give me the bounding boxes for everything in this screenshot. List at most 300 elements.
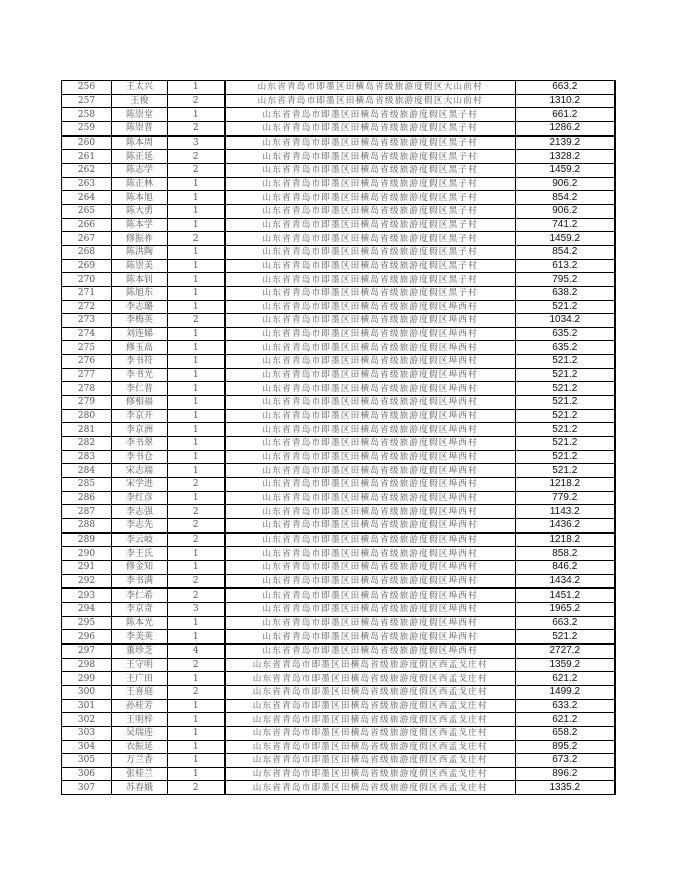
- household-count-cell: 2: [168, 163, 225, 177]
- address-cell: 山东省青岛市即墨区田横岛省级旅游度假区西孟戈庄村: [225, 658, 516, 672]
- address-cell: 山东省青岛市即墨区田横岛省级旅游度假区埠西村: [225, 588, 516, 602]
- amount-cell: 854.2: [516, 245, 615, 259]
- amount-cell: 521.2: [516, 382, 615, 396]
- name-cell: 陈洪陶: [112, 245, 168, 259]
- row-number-cell: 283: [62, 450, 112, 464]
- row-number-cell: 294: [62, 602, 112, 616]
- amount-cell: 633.2: [516, 699, 615, 713]
- name-cell: 陈志学: [112, 163, 168, 177]
- address-cell: 山东省青岛市即墨区田横岛省级旅游度假区黑子村: [225, 150, 516, 164]
- table-row: [62, 121, 615, 135]
- address-cell: 山东省青岛市即墨区田横岛省级旅游度假区埠西村: [225, 314, 516, 328]
- table-row: [62, 286, 615, 300]
- table-row: [62, 672, 615, 686]
- amount-cell: 635.2: [516, 341, 615, 355]
- household-count-cell: 2: [168, 478, 225, 492]
- amount-cell: 1459.2: [516, 232, 615, 246]
- address-cell: 山东省青岛市即墨区田横岛省级旅游度假区西孟戈庄村: [225, 754, 516, 768]
- amount-cell: 521.2: [516, 355, 615, 369]
- table-row: [62, 314, 615, 328]
- household-count-cell: 1: [168, 491, 225, 505]
- household-count-cell: 1: [168, 396, 225, 410]
- address-cell: 山东省青岛市即墨区田横岛省级旅游度假区埠西村: [225, 547, 516, 561]
- amount-cell: 1965.2: [516, 602, 615, 616]
- household-count-cell: 1: [168, 218, 225, 232]
- row-number-cell: 301: [62, 699, 112, 713]
- name-cell: 王太兴: [112, 81, 168, 95]
- address-cell: 山东省青岛市即墨区田横岛省级旅游度假区埠西村: [225, 382, 516, 396]
- table-row: [62, 602, 615, 616]
- name-cell: 王俊: [112, 94, 168, 108]
- name-cell: 宋学进: [112, 478, 168, 492]
- name-cell: 陈大勇: [112, 204, 168, 218]
- table-row: [62, 505, 615, 519]
- table-row: [62, 437, 615, 451]
- table-row: [62, 218, 615, 232]
- household-count-cell: 2: [168, 781, 225, 795]
- address-cell: 山东省青岛市即墨区田横岛省级旅游度假区埠西村: [225, 602, 516, 616]
- household-count-cell: 1: [168, 286, 225, 300]
- amount-cell: 673.2: [516, 754, 615, 768]
- amount-cell: 779.2: [516, 491, 615, 505]
- name-cell: 董珍芝: [112, 644, 168, 658]
- table-row: [62, 368, 615, 382]
- row-number-cell: 303: [62, 726, 112, 740]
- address-cell: 山东省青岛市即墨区田横岛省级旅游度假区埠西村: [225, 574, 516, 588]
- household-count-cell: 1: [168, 204, 225, 218]
- name-cell: 陈本光: [112, 616, 168, 630]
- household-count-cell: 2: [168, 121, 225, 135]
- row-number-cell: 256: [62, 81, 112, 95]
- name-cell: 张桂兰: [112, 767, 168, 781]
- household-count-cell: 3: [168, 136, 225, 150]
- address-cell: 山东省青岛市即墨区田横岛省级旅游度假区黑子村: [225, 136, 516, 150]
- amount-cell: 1034.2: [516, 314, 615, 328]
- row-number-cell: 289: [62, 533, 112, 547]
- household-count-cell: 2: [168, 519, 225, 533]
- row-number-cell: 259: [62, 121, 112, 135]
- amount-cell: 635.2: [516, 327, 615, 341]
- row-number-cell: 291: [62, 560, 112, 574]
- row-number-cell: 272: [62, 300, 112, 314]
- amount-cell: 661.2: [516, 108, 615, 122]
- table-row: [62, 699, 615, 713]
- table-row: [62, 327, 615, 341]
- amount-cell: 1436.2: [516, 519, 615, 533]
- amount-cell: 741.2: [516, 218, 615, 232]
- amount-cell: 621.2: [516, 672, 615, 686]
- table-row: [62, 108, 615, 122]
- address-cell: 山东省青岛市即墨区田横岛省级旅游度假区埠西村: [225, 630, 516, 644]
- household-count-cell: 1: [168, 740, 225, 754]
- address-cell: 山东省青岛市即墨区田横岛省级旅游度假区西孟戈庄村: [225, 713, 516, 727]
- table-row: [62, 658, 615, 672]
- row-number-cell: 281: [62, 423, 112, 437]
- address-cell: 山东省青岛市即墨区田横岛省级旅游度假区黑子村: [225, 232, 516, 246]
- name-cell: 孙桂芳: [112, 699, 168, 713]
- amount-cell: 1434.2: [516, 574, 615, 588]
- row-number-cell: 279: [62, 396, 112, 410]
- household-count-cell: 2: [168, 685, 225, 699]
- amount-cell: 638.2: [516, 286, 615, 300]
- table-row: [62, 767, 615, 781]
- household-count-cell: 1: [168, 726, 225, 740]
- household-count-cell: 1: [168, 450, 225, 464]
- row-number-cell: 288: [62, 519, 112, 533]
- name-cell: 李书仓: [112, 450, 168, 464]
- address-cell: 山东省青岛市即墨区田横岛省级旅游度假区埠西村: [225, 464, 516, 478]
- household-count-cell: 1: [168, 368, 225, 382]
- table-row: [62, 574, 615, 588]
- table-row: [62, 740, 615, 754]
- household-count-cell: 1: [168, 327, 225, 341]
- address-cell: 山东省青岛市即墨区田横岛省级旅游度假区黑子村: [225, 218, 516, 232]
- amount-cell: 846.2: [516, 560, 615, 574]
- row-number-cell: 260: [62, 136, 112, 150]
- amount-cell: 1286.2: [516, 121, 615, 135]
- row-number-cell: 274: [62, 327, 112, 341]
- name-cell: 陈崇普: [112, 121, 168, 135]
- table-row: [62, 685, 615, 699]
- address-cell: 山东省青岛市即墨区田横岛省级旅游度假区西孟戈庄村: [225, 726, 516, 740]
- address-cell: 山东省青岛市即墨区田横岛省级旅游度假区埠西村: [225, 355, 516, 369]
- name-cell: 李京开: [112, 409, 168, 423]
- household-count-cell: 4: [168, 644, 225, 658]
- household-count-cell: 2: [168, 574, 225, 588]
- household-count-cell: 1: [168, 767, 225, 781]
- row-number-cell: 284: [62, 464, 112, 478]
- amount-cell: 1218.2: [516, 478, 615, 492]
- table-row: [62, 781, 615, 795]
- row-number-cell: 267: [62, 232, 112, 246]
- name-cell: 李志强: [112, 505, 168, 519]
- table-row: [62, 94, 615, 108]
- amount-cell: 2727.2: [516, 644, 615, 658]
- table-row: [62, 713, 615, 727]
- household-count-cell: 2: [168, 232, 225, 246]
- household-count-cell: 1: [168, 754, 225, 768]
- amount-cell: 1359.2: [516, 658, 615, 672]
- amount-cell: 896.2: [516, 767, 615, 781]
- row-number-cell: 277: [62, 368, 112, 382]
- name-cell: 李梅英: [112, 314, 168, 328]
- table-row: [62, 355, 615, 369]
- table-row: [62, 630, 615, 644]
- table-row: [62, 191, 615, 205]
- amount-cell: 521.2: [516, 368, 615, 382]
- table-row: [62, 204, 615, 218]
- address-cell: 山东省青岛市即墨区田横岛省级旅游度假区大山前村: [225, 81, 516, 95]
- row-number-cell: 270: [62, 273, 112, 287]
- address-cell: 山东省青岛市即墨区田横岛省级旅游度假区西孟戈庄村: [225, 781, 516, 795]
- name-cell: 吴瑞连: [112, 726, 168, 740]
- address-cell: 山东省青岛市即墨区田横岛省级旅游度假区黑子村: [225, 204, 516, 218]
- table-row: [62, 560, 615, 574]
- address-cell: 山东省青岛市即墨区田横岛省级旅游度假区西孟戈庄村: [225, 685, 516, 699]
- amount-cell: 521.2: [516, 396, 615, 410]
- table-row: [62, 341, 615, 355]
- household-count-cell: 1: [168, 108, 225, 122]
- name-cell: 陈本学: [112, 218, 168, 232]
- address-cell: 山东省青岛市即墨区田横岛省级旅游度假区黑子村: [225, 108, 516, 122]
- row-number-cell: 261: [62, 150, 112, 164]
- household-count-cell: 1: [168, 409, 225, 423]
- row-number-cell: 286: [62, 491, 112, 505]
- row-number-cell: 266: [62, 218, 112, 232]
- amount-cell: 1218.2: [516, 533, 615, 547]
- table-row: [62, 81, 615, 95]
- household-count-cell: 1: [168, 464, 225, 478]
- address-cell: 山东省青岛市即墨区田横岛省级旅游度假区埠西村: [225, 616, 516, 630]
- amount-cell: 658.2: [516, 726, 615, 740]
- household-count-cell: 1: [168, 630, 225, 644]
- household-count-cell: 1: [168, 713, 225, 727]
- address-cell: 山东省青岛市即墨区田横岛省级旅游度假区西孟戈庄村: [225, 740, 516, 754]
- row-number-cell: 271: [62, 286, 112, 300]
- name-cell: 修金知: [112, 560, 168, 574]
- household-table: [61, 80, 616, 795]
- address-cell: 山东省青岛市即墨区田横岛省级旅游度假区黑子村: [225, 259, 516, 273]
- amount-cell: 521.2: [516, 450, 615, 464]
- row-number-cell: 269: [62, 259, 112, 273]
- household-count-cell: 2: [168, 150, 225, 164]
- household-count-cell: 2: [168, 505, 225, 519]
- row-number-cell: 305: [62, 754, 112, 768]
- address-cell: 山东省青岛市即墨区田横岛省级旅游度假区埠西村: [225, 560, 516, 574]
- household-count-cell: 1: [168, 355, 225, 369]
- table-row: [62, 464, 615, 478]
- name-cell: 李书符: [112, 355, 168, 369]
- table-row: [62, 616, 615, 630]
- name-cell: 修相福: [112, 396, 168, 410]
- row-number-cell: 282: [62, 437, 112, 451]
- table-row: [62, 273, 615, 287]
- address-cell: 山东省青岛市即墨区田横岛省级旅游度假区黑子村: [225, 286, 516, 300]
- table-row: [62, 478, 615, 492]
- row-number-cell: 287: [62, 505, 112, 519]
- name-cell: 陈崇美: [112, 259, 168, 273]
- row-number-cell: 297: [62, 644, 112, 658]
- name-cell: 王喜庭: [112, 685, 168, 699]
- amount-cell: 521.2: [516, 437, 615, 451]
- name-cell: 王广田: [112, 672, 168, 686]
- address-cell: 山东省青岛市即墨区田横岛省级旅游度假区埠西村: [225, 644, 516, 658]
- name-cell: 陈本旭: [112, 191, 168, 205]
- household-count-cell: 1: [168, 273, 225, 287]
- name-cell: 李红彦: [112, 491, 168, 505]
- address-cell: 山东省青岛市即墨区田横岛省级旅游度假区埠西村: [225, 505, 516, 519]
- amount-cell: 906.2: [516, 177, 615, 191]
- row-number-cell: 299: [62, 672, 112, 686]
- row-number-cell: 306: [62, 767, 112, 781]
- household-count-cell: 2: [168, 94, 225, 108]
- table-row: [62, 259, 615, 273]
- table-row: [62, 150, 615, 164]
- household-count-cell: 1: [168, 191, 225, 205]
- address-cell: 山东省青岛市即墨区田横岛省级旅游度假区埠西村: [225, 519, 516, 533]
- amount-cell: 895.2: [516, 740, 615, 754]
- address-cell: 山东省青岛市即墨区田横岛省级旅游度假区埠西村: [225, 491, 516, 505]
- address-cell: 山东省青岛市即墨区田横岛省级旅游度假区埠西村: [225, 341, 516, 355]
- name-cell: 修振祚: [112, 232, 168, 246]
- row-number-cell: 265: [62, 204, 112, 218]
- amount-cell: 854.2: [516, 191, 615, 205]
- table-row: [62, 423, 615, 437]
- household-count-cell: 1: [168, 259, 225, 273]
- amount-cell: 1451.2: [516, 588, 615, 602]
- amount-cell: 521.2: [516, 464, 615, 478]
- address-cell: 山东省青岛市即墨区田横岛省级旅游度假区黑子村: [225, 273, 516, 287]
- amount-cell: 1335.2: [516, 781, 615, 795]
- table-row: [62, 396, 615, 410]
- name-cell: 王守明: [112, 658, 168, 672]
- name-cell: 刘连娣: [112, 327, 168, 341]
- table-row: [62, 726, 615, 740]
- table-row: [62, 450, 615, 464]
- address-cell: 山东省青岛市即墨区田横岛省级旅游度假区埠西村: [225, 327, 516, 341]
- table-row: [62, 300, 615, 314]
- table-row: [62, 177, 615, 191]
- address-cell: 山东省青岛市即墨区田横岛省级旅游度假区黑子村: [225, 121, 516, 135]
- amount-cell: 906.2: [516, 204, 615, 218]
- row-number-cell: 300: [62, 685, 112, 699]
- address-cell: 山东省青岛市即墨区田横岛省级旅游度假区黑子村: [225, 177, 516, 191]
- amount-cell: 521.2: [516, 423, 615, 437]
- row-number-cell: 280: [62, 409, 112, 423]
- row-number-cell: 293: [62, 588, 112, 602]
- address-cell: 山东省青岛市即墨区田横岛省级旅游度假区埠西村: [225, 300, 516, 314]
- row-number-cell: 295: [62, 616, 112, 630]
- row-number-cell: 278: [62, 382, 112, 396]
- name-cell: 陈本周: [112, 136, 168, 150]
- row-number-cell: 307: [62, 781, 112, 795]
- row-number-cell: 290: [62, 547, 112, 561]
- row-number-cell: 257: [62, 94, 112, 108]
- name-cell: 宋志端: [112, 464, 168, 478]
- name-cell: 修玉高: [112, 341, 168, 355]
- amount-cell: 795.2: [516, 273, 615, 287]
- table-row: [62, 136, 615, 150]
- amount-cell: 521.2: [516, 409, 615, 423]
- name-cell: 李仁希: [112, 588, 168, 602]
- row-number-cell: 304: [62, 740, 112, 754]
- household-count-cell: 1: [168, 423, 225, 437]
- household-count-cell: 1: [168, 341, 225, 355]
- table-row: [62, 588, 615, 602]
- name-cell: 李京奇: [112, 602, 168, 616]
- row-number-cell: 276: [62, 355, 112, 369]
- name-cell: 万兰香: [112, 754, 168, 768]
- household-count-cell: 1: [168, 245, 225, 259]
- amount-cell: 521.2: [516, 300, 615, 314]
- name-cell: 陈旭东: [112, 286, 168, 300]
- amount-cell: 663.2: [516, 81, 615, 95]
- row-number-cell: 275: [62, 341, 112, 355]
- address-cell: 山东省青岛市即墨区田横岛省级旅游度假区埠西村: [225, 437, 516, 451]
- table-row: [62, 491, 615, 505]
- table-row: [62, 245, 615, 259]
- household-count-cell: 2: [168, 314, 225, 328]
- amount-cell: 1328.2: [516, 150, 615, 164]
- table-row: [62, 382, 615, 396]
- household-count-cell: 1: [168, 560, 225, 574]
- household-count-cell: 1: [168, 547, 225, 561]
- household-count-cell: 1: [168, 672, 225, 686]
- row-number-cell: 302: [62, 713, 112, 727]
- address-cell: 山东省青岛市即墨区田横岛省级旅游度假区埠西村: [225, 533, 516, 547]
- row-number-cell: 263: [62, 177, 112, 191]
- name-cell: 陈正延: [112, 150, 168, 164]
- address-cell: 山东省青岛市即墨区田横岛省级旅游度假区西孟戈庄村: [225, 767, 516, 781]
- row-number-cell: 296: [62, 630, 112, 644]
- table-body: [62, 81, 615, 795]
- household-count-cell: 1: [168, 382, 225, 396]
- address-cell: 山东省青岛市即墨区田横岛省级旅游度假区大山前村: [225, 94, 516, 108]
- table-row: [62, 644, 615, 658]
- amount-cell: 2139.2: [516, 136, 615, 150]
- row-number-cell: 258: [62, 108, 112, 122]
- address-cell: 山东省青岛市即墨区田横岛省级旅游度假区埠西村: [225, 450, 516, 464]
- name-cell: 王明梓: [112, 713, 168, 727]
- table-row: [62, 163, 615, 177]
- address-cell: 山东省青岛市即墨区田横岛省级旅游度假区黑子村: [225, 245, 516, 259]
- address-cell: 山东省青岛市即墨区田横岛省级旅游度假区埠西村: [225, 478, 516, 492]
- address-cell: 山东省青岛市即墨区田横岛省级旅游度假区埠西村: [225, 396, 516, 410]
- amount-cell: 663.2: [516, 616, 615, 630]
- amount-cell: 613.2: [516, 259, 615, 273]
- address-cell: 山东省青岛市即墨区田横岛省级旅游度假区黑子村: [225, 191, 516, 205]
- name-cell: 李美英: [112, 630, 168, 644]
- household-count-cell: 1: [168, 177, 225, 191]
- household-count-cell: 2: [168, 533, 225, 547]
- amount-cell: 521.2: [516, 630, 615, 644]
- name-cell: 陈本钊: [112, 273, 168, 287]
- table-row: [62, 409, 615, 423]
- name-cell: 李仁普: [112, 382, 168, 396]
- address-cell: 山东省青岛市即墨区田横岛省级旅游度假区西孟戈庄村: [225, 699, 516, 713]
- household-count-cell: 1: [168, 437, 225, 451]
- table-row: [62, 519, 615, 533]
- household-count-cell: 1: [168, 616, 225, 630]
- address-cell: 山东省青岛市即墨区田横岛省级旅游度假区西孟戈庄村: [225, 672, 516, 686]
- address-cell: 山东省青岛市即墨区田横岛省级旅游度假区黑子村: [225, 163, 516, 177]
- household-count-cell: 2: [168, 588, 225, 602]
- table-row: [62, 547, 615, 561]
- address-cell: 山东省青岛市即墨区田横岛省级旅游度假区埠西村: [225, 409, 516, 423]
- name-cell: 李京洲: [112, 423, 168, 437]
- row-number-cell: 292: [62, 574, 112, 588]
- name-cell: 李书满: [112, 574, 168, 588]
- amount-cell: 1143.2: [516, 505, 615, 519]
- amount-cell: 858.2: [516, 547, 615, 561]
- name-cell: 陈崇堂: [112, 108, 168, 122]
- name-cell: 李书光: [112, 368, 168, 382]
- table-row: [62, 754, 615, 768]
- name-cell: 李云岐: [112, 533, 168, 547]
- table-row: [62, 533, 615, 547]
- amount-cell: 621.2: [516, 713, 615, 727]
- household-count-cell: 3: [168, 602, 225, 616]
- name-cell: 苏春娥: [112, 781, 168, 795]
- household-count-cell: 2: [168, 658, 225, 672]
- household-count-cell: 1: [168, 81, 225, 95]
- row-number-cell: 262: [62, 163, 112, 177]
- amount-cell: 1459.2: [516, 163, 615, 177]
- amount-cell: 1310.2: [516, 94, 615, 108]
- row-number-cell: 264: [62, 191, 112, 205]
- name-cell: 李志先: [112, 519, 168, 533]
- address-cell: 山东省青岛市即墨区田横岛省级旅游度假区埠西村: [225, 423, 516, 437]
